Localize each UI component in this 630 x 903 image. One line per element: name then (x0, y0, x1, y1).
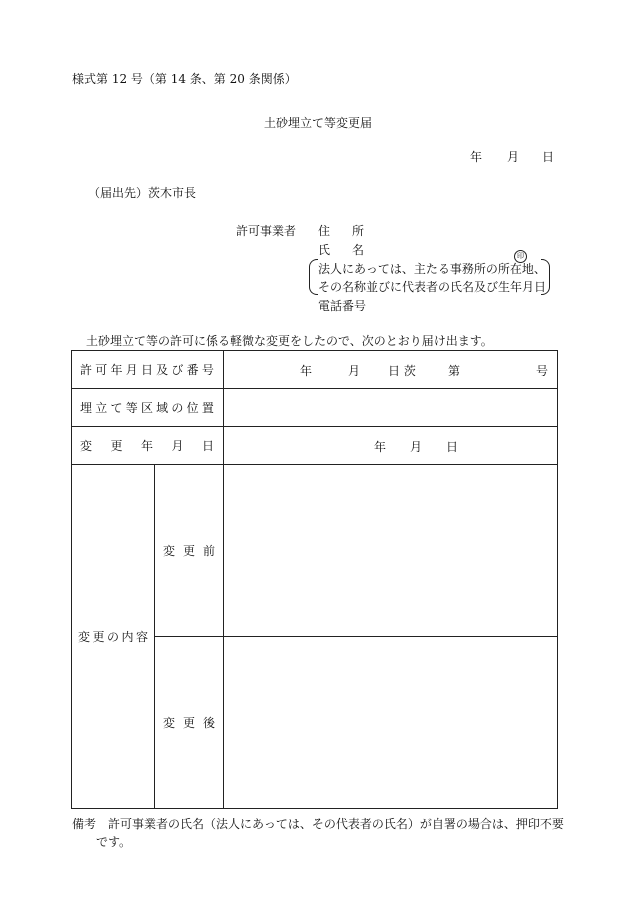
after-content-cell[interactable] (224, 637, 558, 809)
permit-go: 号 (536, 364, 549, 378)
permit-label: 許 可 年 月 日 及 び 番 号 (80, 363, 214, 377)
location-row (72, 389, 558, 427)
address-label-char: 住 (318, 224, 331, 238)
phone-label: 電話番号 (318, 299, 367, 313)
permit-dai: 第 (448, 364, 461, 378)
change-date-label-cell (72, 427, 224, 465)
change-year: 年 (374, 440, 387, 454)
name-label-char: 名 (351, 243, 364, 257)
addressee: （届出先）茨木市長 (88, 186, 197, 200)
remarks-line2: です。 (96, 835, 132, 849)
change-before-row (72, 465, 558, 637)
name-label (318, 243, 364, 257)
after-label: 変 更 後 (163, 716, 215, 730)
intro-text: 土砂埋立て等の許可に係る軽微な変更をしたので、次のとおり届け出ます。 (86, 334, 493, 348)
before-label-cell (155, 465, 224, 637)
change-date-value-cell (224, 427, 558, 465)
address-label-char: 所 (351, 224, 364, 238)
before-label: 変 更 前 (163, 544, 215, 558)
change-date-row (72, 427, 558, 465)
permit-label-cell (72, 351, 224, 389)
after-label-cell (155, 637, 224, 809)
applicant-label: 許可事業者 (236, 224, 297, 238)
location-value-cell[interactable] (224, 389, 558, 427)
page-title: 土砂埋立て等変更届 (264, 116, 373, 130)
name-label-char: 氏 (318, 243, 331, 257)
change-form-table (71, 350, 558, 809)
date-year: 年 (470, 150, 483, 164)
date-month: 月 (507, 150, 520, 164)
date-day: 日 (542, 150, 555, 164)
permit-row (72, 351, 558, 389)
location-label-cell (72, 389, 224, 427)
remarks-line1: 備考 許可事業者の氏名（法人にあっては、その代表者の氏名）が自署の場合は、押印不要 (72, 817, 564, 831)
change-date-label: 変 更 年 月 日 (80, 439, 214, 453)
permit-value-cell (224, 351, 558, 389)
permit-day-ibaraki: 日 茨 (388, 364, 416, 378)
left-bracket (309, 259, 318, 295)
location-label: 埋 立 て 等 区 域 の 位 置 (80, 401, 214, 415)
applicant-note-line1: 法人にあっては、主たる事務所の所在地、 (318, 262, 546, 276)
permit-year: 年 (300, 364, 313, 378)
address-label (318, 224, 364, 238)
before-content-cell[interactable] (224, 465, 558, 637)
change-content-label-cell (72, 465, 155, 809)
change-content-label: 変 更 の 内 容 (78, 630, 148, 644)
permit-month: 月 (348, 364, 361, 378)
applicant-note-line2: その名称並びに代表者の氏名及び生年月日 (318, 280, 547, 294)
form-number: 様式第 12 号（第 14 条、第 20 条関係） (72, 72, 297, 86)
seal-mark-icon: 印 (514, 243, 527, 263)
change-month: 月 (410, 440, 423, 454)
change-day: 日 (446, 440, 459, 454)
